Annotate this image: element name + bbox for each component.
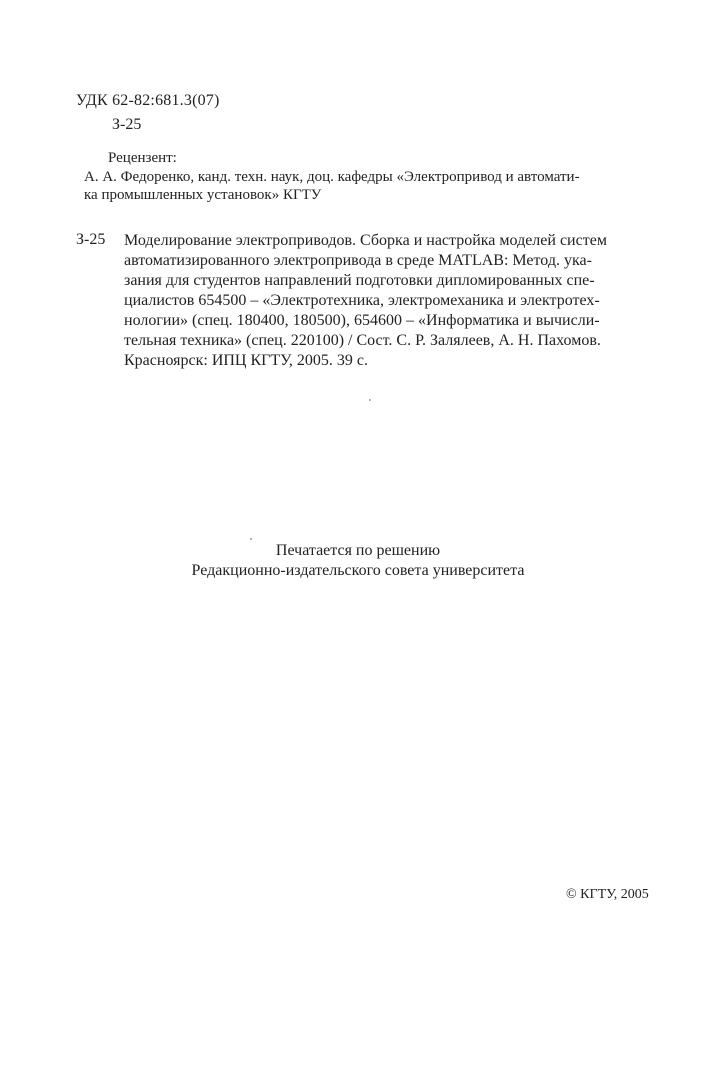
scan-speck [369, 399, 371, 401]
approval-line: Печатается по решению [275, 542, 441, 559]
reviewer-info [84, 168, 580, 204]
copyright-notice: © КГТУ, 2005 [566, 887, 649, 902]
bibliographic-line: нологии» (спец. 180400, 180500), 654600 – «Информатика и вычисли- [124, 312, 600, 329]
bibliographic-line: Моделирование электроприводов. Сборка и настройка моделей систем [124, 232, 607, 249]
approval-line: Редакционно-издательского совета университета [191, 562, 525, 579]
reviewer-line: А. А. Федоренко, канд. техн. наук, доц. кафедры «Электропривод и автомати- [84, 169, 580, 185]
reviewer-label: Рецензент: [108, 150, 177, 166]
bibliographic-description [124, 231, 607, 371]
bibliographic-line: циалистов 654500 – «Электротехника, электромеханика и электротех- [124, 292, 600, 309]
bibliographic-line: автоматизированного электропривода в среде MATLAB: Метод. ука- [124, 252, 592, 269]
author-code: З-25 [112, 116, 142, 133]
scan-speck [250, 538, 252, 540]
reviewer-line: ка промышленных установок» КГТУ [84, 187, 322, 203]
udk-index: УДК 62-82:681.3(07) [76, 92, 220, 109]
bibliographic-line: зания для студентов направлений подготовки дипломированных спе- [124, 272, 595, 289]
approval-note [0, 541, 716, 581]
bibliographic-line: тельная техника» (спец. 220100) / Сост. С. Р. Залялеев, А. Н. Пахомов. [124, 332, 601, 349]
bibliographic-code: З-25 [76, 231, 106, 248]
bibliographic-line: Красноярск: ИПЦ КГТУ, 2005. 39 с. [124, 352, 368, 369]
